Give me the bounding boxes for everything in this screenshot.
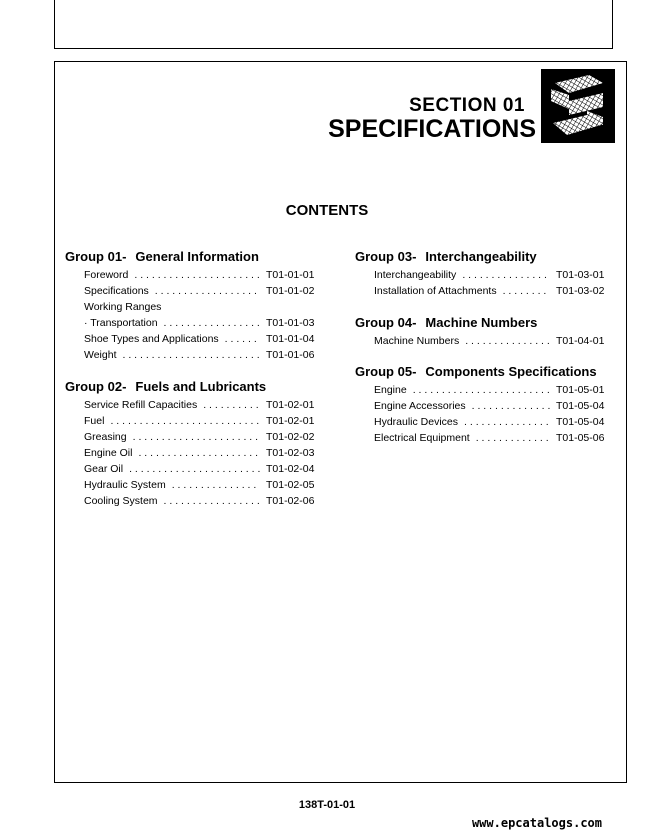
leader-dots: [134, 267, 260, 283]
top-margin-rule-base: [54, 48, 613, 49]
group-number: Group 03-: [355, 249, 417, 264]
toc-entry[interactable]: [374, 382, 608, 398]
leader-dots: [476, 430, 550, 446]
toc-entry-label: Installation of Attachments: [374, 285, 497, 297]
group-number: Group 05-: [355, 364, 417, 379]
toc-entry-label: Weight: [84, 349, 117, 361]
toc-entry-code: T01-03-01: [556, 269, 605, 281]
toc-entry-code: T01-01-06: [266, 349, 315, 361]
section-logo-icon: [541, 69, 615, 143]
toc-entry-label: Electrical Equipment: [374, 432, 470, 444]
toc-entry-code: T01-05-01: [556, 384, 605, 396]
toc-entry-label: Greasing: [84, 431, 127, 443]
toc-entry-label: Engine Oil: [84, 447, 133, 459]
toc-entry-code: T01-03-02: [556, 285, 605, 297]
toc-entry-label: Gear Oil: [84, 463, 124, 475]
toc-entry[interactable]: [374, 398, 608, 414]
toc-entry-code: T01-02-01: [266, 415, 315, 427]
toc-entry-label: Working Ranges: [84, 301, 162, 313]
group-number: Group 02-: [65, 379, 127, 394]
leader-dots: [110, 413, 260, 429]
group-heading: [65, 249, 318, 266]
toc-entry[interactable]: [84, 493, 318, 509]
toc-entry-code: T01-04-01: [556, 335, 605, 347]
toc-entry-code: T01-02-05: [266, 479, 315, 491]
toc-entry[interactable]: [84, 445, 318, 461]
group-name: Interchangeability: [425, 249, 537, 264]
leader-dots: [203, 397, 260, 413]
group-heading: [355, 249, 608, 266]
leader-dots: [462, 267, 550, 283]
leader-dots: [465, 333, 550, 349]
toc-entry-label: Service Refill Capacities: [84, 399, 198, 411]
toc-entry-code: T01-05-04: [556, 416, 605, 428]
toc-entry[interactable]: [84, 477, 318, 493]
toc-entry[interactable]: [374, 267, 608, 283]
leader-dots: [164, 315, 260, 331]
toc-entry-label: Specifications: [84, 285, 149, 297]
leader-dots: [413, 382, 550, 398]
toc-entry-label: · Transportation: [84, 317, 158, 329]
leader-dots: [129, 461, 260, 477]
toc-entry-code: T01-05-04: [556, 400, 605, 412]
toc-entry[interactable]: [84, 429, 318, 445]
toc-left-column: [65, 249, 318, 509]
toc-entry-code: T01-01-04: [266, 333, 315, 345]
contents-heading: CONTENTS: [285, 202, 369, 219]
toc-entry-code: T01-02-06: [266, 495, 315, 507]
toc-entry[interactable]: [84, 461, 318, 477]
toc-entry-code: T01-02-03: [266, 447, 315, 459]
leader-dots: [133, 429, 260, 445]
toc-entry-label: Engine Accessories: [374, 400, 466, 412]
toc-entry-label: Engine: [374, 384, 407, 396]
toc-entry[interactable]: [84, 397, 318, 413]
group-name: Components Specifications: [425, 364, 597, 379]
toc-entry-label: Foreword: [84, 269, 129, 281]
toc-entry-code: T01-05-06: [556, 432, 605, 444]
toc-entry-code: T01-01-01: [266, 269, 315, 281]
toc-entry-code: T01-02-02: [266, 431, 315, 443]
group-heading: [355, 315, 608, 332]
top-margin-rule-left: [54, 0, 55, 48]
toc-entry-code: T01-01-03: [266, 317, 315, 329]
leader-dots: [464, 414, 550, 430]
toc-entry: [84, 299, 318, 315]
leader-dots: [472, 398, 550, 414]
leader-dots: [123, 347, 261, 363]
group-number: Group 01-: [65, 249, 127, 264]
group-number: Group 04-: [355, 315, 417, 330]
toc-entry-label: Cooling System: [84, 495, 158, 507]
toc-entry-code: T01-02-01: [266, 399, 315, 411]
toc-entry[interactable]: [374, 283, 608, 299]
watermark-link[interactable]: www.epcatalogs.com: [471, 816, 602, 830]
leader-dots: [503, 283, 550, 299]
leader-dots: [138, 445, 260, 461]
toc-entry[interactable]: [374, 333, 608, 349]
top-margin-rule-right: [612, 0, 613, 48]
toc-entry-label: Shoe Types and Applications: [84, 333, 219, 345]
toc-entry-code: T01-01-02: [266, 285, 315, 297]
toc-entry-label: Interchangeability: [374, 269, 457, 281]
page-number: 138T-01-01: [298, 799, 356, 811]
group-heading: [65, 379, 318, 396]
toc-entry[interactable]: [84, 413, 318, 429]
group-name: Machine Numbers: [425, 315, 538, 330]
toc-right-column: [355, 249, 608, 446]
section-title: SPECIFICATIONS: [328, 115, 536, 143]
toc-entry[interactable]: [374, 414, 608, 430]
group-name: Fuels and Lubricants: [135, 379, 267, 394]
group-heading: [355, 364, 608, 381]
toc-entry-label: Hydraulic Devices: [374, 416, 459, 428]
toc-entry[interactable]: [84, 315, 318, 331]
toc-entry[interactable]: [374, 430, 608, 446]
toc-entry[interactable]: [84, 331, 318, 347]
toc-entry[interactable]: [84, 283, 318, 299]
toc-entry-label: Hydraulic System: [84, 479, 166, 491]
group-name: General Information: [135, 249, 259, 264]
section-number: SECTION 01: [409, 95, 525, 116]
toc-entry-label: Fuel: [84, 415, 105, 427]
leader-dots: [164, 493, 260, 509]
toc-entry-code: T01-02-04: [266, 463, 315, 475]
leader-dots: [172, 477, 260, 493]
toc-entry-label: Machine Numbers: [374, 335, 460, 347]
toc-entry[interactable]: [84, 347, 318, 363]
leader-dots: [155, 283, 260, 299]
leader-dots: [225, 331, 260, 347]
toc-entry[interactable]: [84, 267, 318, 283]
